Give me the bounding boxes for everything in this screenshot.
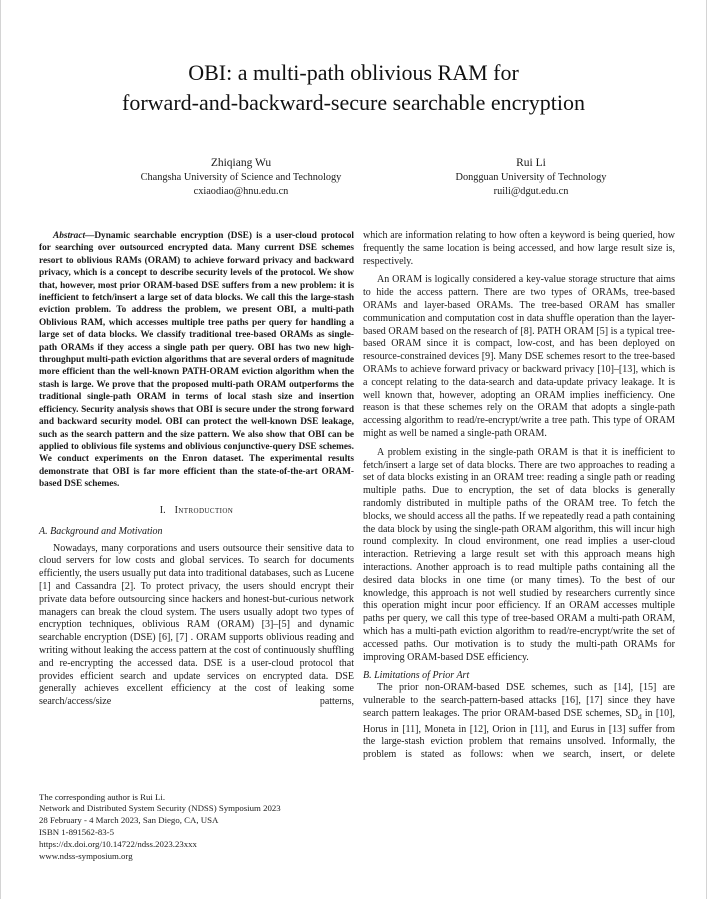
section-number: I. — [159, 504, 166, 516]
footnote-isbn: ISBN 1-891562-83-5 — [39, 827, 115, 838]
subsection-heading-a: A. Background and Motivation — [39, 525, 163, 537]
author-email: cxiaodiao@hnu.edu.cn — [193, 186, 289, 197]
footnote-website-url: www.ndss-symposium.org — [39, 851, 133, 862]
footnote-block — [39, 792, 354, 863]
left-column — [39, 230, 354, 863]
subsection-heading-b: B. Limitations of Prior Art — [363, 670, 470, 682]
author-affiliation: Changsha University of Science and Technology — [140, 172, 342, 183]
paragraph-single-path-problem: A problem existing in the single-path ORAM is that it is inefficient to fetch/insert a large set of data blocks. There are two approaches to reading a set of data blocks existing in an ORAM tree: reading a single path or reading multiple paths. Due to encryption, the set of data blocks is generally randomly distributed in multiple paths of the ORAM tree. To fetch the blocks, we should access all the paths. If we repeatedly read a path containing the data block by using the single-path ORAM algorithm, this will incur high round complexity. In cloud environment, one read implies a user-cloud interaction. Retrieving a large result set with this approach means high interactions. Another approach is to read multiple paths containing all the desired data blocks in one time (or many times). To the best of our knowledge, this approach is not well studied by researchers currently since this operation might incur poor efficiency. If an ORAM accesses multiple paths per query, we call this type of tree-based ORAM a multi-path ORAM, which has a multi-path eviction algorithm to read/re-encrypt/write the set of accessed paths. Our motivation is to study the multi-path ORAMs for improving ORAM-based DSE efficiency. — [363, 446, 675, 663]
abstract-label: Abstract — [53, 231, 86, 241]
paragraph-oram-overview: An ORAM is logically considered a key-value storage structure that aims to hide the access pattern. There are two types of ORAMs, tree-based ORAMs and layer-based ORAMs. The tree-based ORAM has smaller communication and computation cost in data shuffle operation than the layer-based ORAM based on the research of [8]. PATH ORAM [5] is a typical tree-based ORAM since it is compact, low-cost, and has been deployed on resource-constrained devices [9]. Many DSE schemes resort to the tree-based ORAMs to achieve forward privacy or backward privacy [10]–[13], which is a concept relating to the data-search and data-update privacy leakage. It is well known that, however, adopting an ORAM implies inefficiency. One reason is that these schemes rely on the ORAM that adopts a single-path accessing algorithm to read/re-encrypt/write a tree path. This type of ORAM might as well be named a single-path ORAM. — [363, 274, 675, 439]
prior-art-text-1: The prior non-ORAM-based DSE schemes, such as [14], [15] are vulnerable to the search-pattern-based attacks [16], [17] since they have search pattern leakages. The prior ORAM-based DSE schemes, SD — [363, 682, 675, 719]
paper-title — [1, 58, 706, 118]
prior-art-text-2: in [10], Horus in [11], Moneta in [12], Orion in [11], and Eurus in [13] suffer from the large-stash eviction problem that remains unsolved. Informally, the problem is stated as follows: when we search, insert, or delete — [363, 707, 675, 761]
right-column — [363, 230, 675, 762]
footnote-doi-url: https://dx.doi.org/10.14722/ndss.2023.23xxx — [39, 839, 197, 850]
abstract-text: —Dynamic searchable encryption (DSE) is a user-cloud protocol for searching over outsourced encrypted data. Many current DSE schemes resort to oblivious RAMs (ORAM) to achieve forward privacy and backward privacy, which is a concept to describe security levels of the protocol. We show that, however, most prior ORAM-based DSE suffers from a new problem: it is inefficient to fetch/insert a large set of data blocks. We call this the large-stash eviction problem. To address the problem, we present OBI, a multi-path Oblivious RAM, which accesses multiple tree paths per query for handling a large set of data blocks. We classify traditional tree-based ORAMs as single-path ORAMs if they access a single path per query. OBI has two new high-throughput multi-path eviction algorithms that are several orders of magnitude more efficient than the well-known PATH-ORAM eviction algorithm when the stash is large. We prove that the proposed multi-path ORAM outperforms the traditional single-path ORAM in terms of local stash size and insertion efficiency. Security analysis shows that OBI is secure under the strong forward and backward security model. OBI can protect the well-known DSE leakage, such as the search pattern and the size pattern. We also show that OBI can be applied to oblivious file systems and oblivious conjunctive-query DSE schemes. We conduct experiments on the Enron dataset. The experimental results demonstrate that OBI is far more efficient than the state-of-the-art ORAM-based DSE schemes. — [39, 231, 354, 490]
prior-art-subscript: d — [638, 712, 642, 721]
author-block-2 — [381, 156, 681, 199]
author-name: Rui Li — [516, 157, 546, 169]
author-affiliation: Dongguan University of Technology — [455, 172, 607, 183]
footnote-date-location: 28 February - 4 March 2023, San Diego, CA, USA — [39, 815, 219, 826]
author-email: ruili@dgut.edu.cn — [493, 186, 569, 197]
section-title: Introduction — [174, 504, 234, 516]
paragraph-background: Nowadays, many corporations and users outsource their sensitive data to cloud servers for low costs and global services. To search for documents efficiently, the users usually put data into traditional databases, such as Lucene [1] and Cassandra [2]. To protect privacy, the users should encrypt their private data before outsourcing since hackers and honest-but-curious network managers can break the cloud system. The users usually adopt two types of encryption techniques, oblivious RAM (ORAM) [3]–[5] and dynamic searchable encryption (DSE) [6], [7] . ORAM supports oblivious reading and writing without leaking the access pattern at the cost of continuously shuffling and re-encrypting the accessed data. DSE is a user-cloud protocol that provides efficient search and update services on encrypted data. DSE generally achieves excellent efficiency at the cost of leaking some search/access/size patterns, — [39, 542, 354, 708]
section-heading-introduction — [39, 505, 354, 516]
paper-title-line-2: forward-and-backward-secure searchable encryption — [122, 90, 585, 115]
paragraph-leakage-patterns: which are information relating to how often a keyword is being queried, how frequently the same location is being accessed, and how large result size is, respectively. — [363, 230, 675, 267]
paragraph-prior-art — [363, 682, 675, 762]
abstract-paragraph — [39, 230, 354, 491]
author-name: Zhiqiang Wu — [210, 157, 272, 169]
paper-title-line-1: OBI: a multi-path oblivious RAM for — [188, 60, 519, 85]
footnote-corresponding-author: The corresponding author is Rui Li. — [39, 791, 166, 802]
footnote-venue: Network and Distributed System Security (NDSS) Symposium 2023 — [39, 803, 281, 814]
author-block-1 — [91, 156, 391, 199]
